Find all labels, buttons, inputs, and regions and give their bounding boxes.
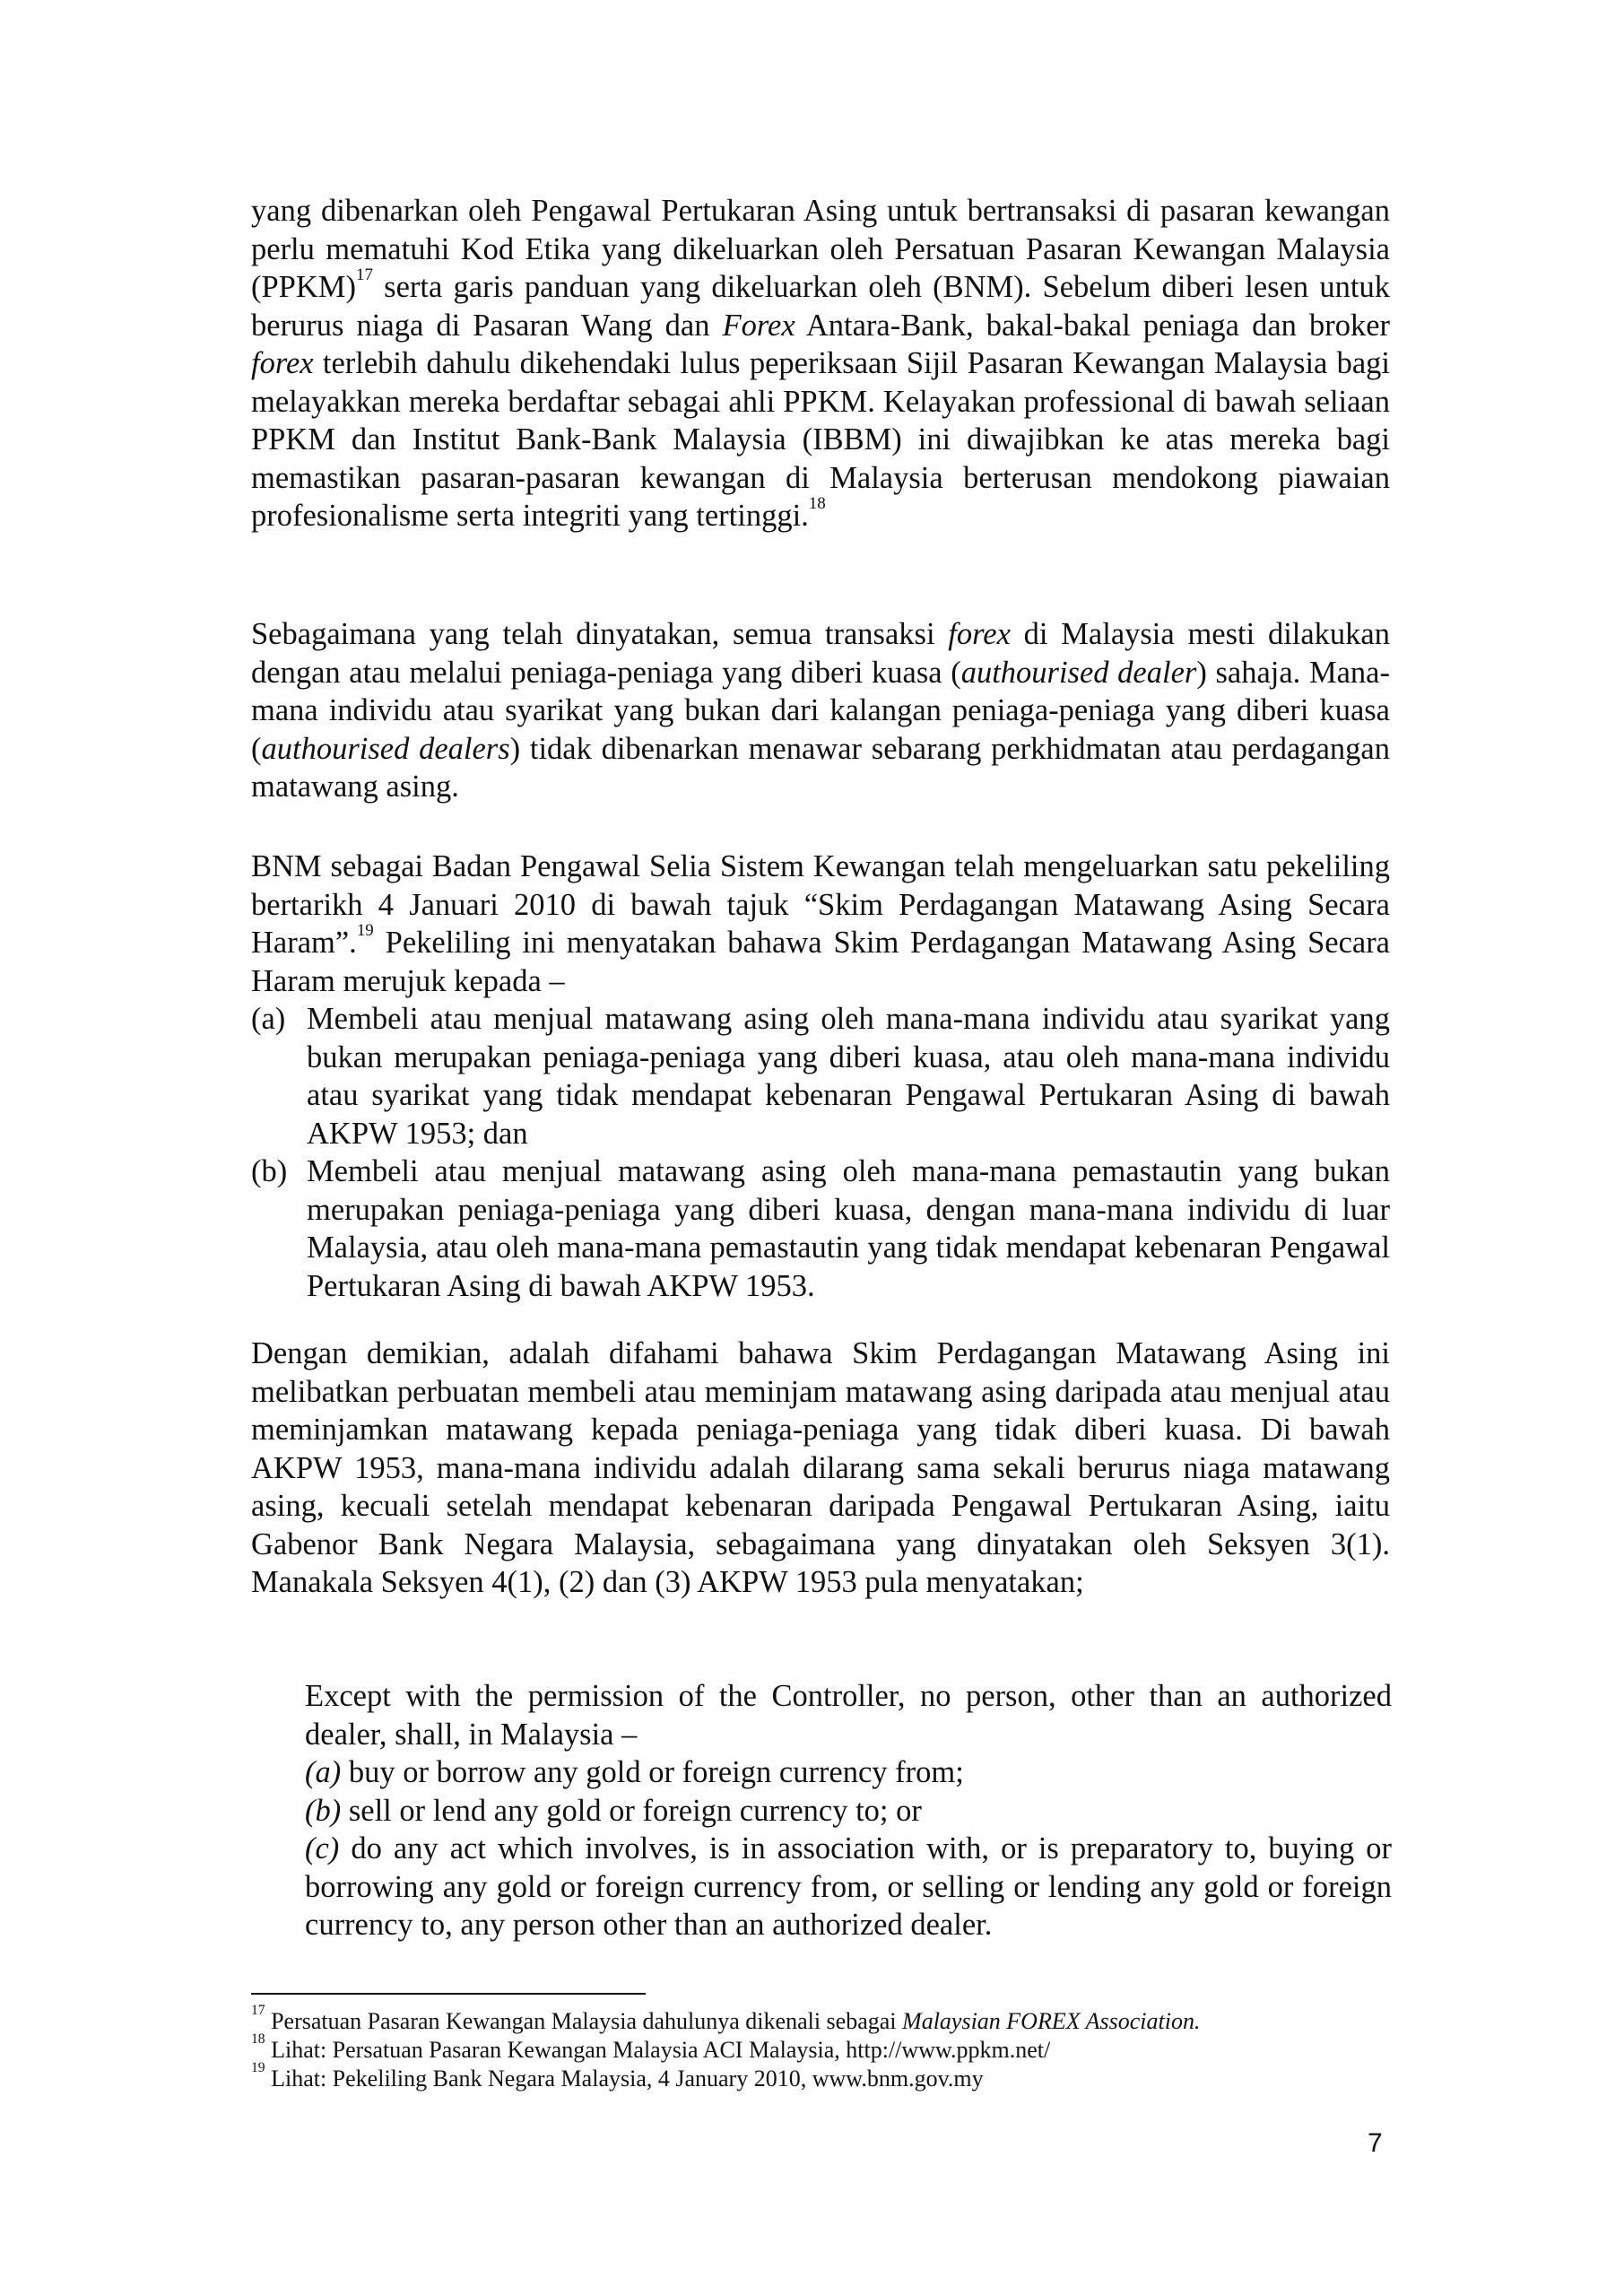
definition-list xyxy=(251,1000,1390,1305)
footnote xyxy=(251,2003,1417,2036)
list-item xyxy=(251,1000,1390,1152)
paragraph-1-italic-forex: Forex xyxy=(722,308,795,343)
footnote-separator xyxy=(251,1993,646,1995)
quote-item-label: (a) xyxy=(305,1755,342,1789)
footnote-ref-17: 17 xyxy=(355,265,373,284)
paragraph-2-text-c: ) sahaja. Mana-mana individu atau syarikat yang bukan dari kalangan peniaga-peniaga yang diberi kuasa ( xyxy=(251,655,1390,766)
paragraph-2-italic-dealers: authourised dealers xyxy=(261,731,510,766)
quote-item xyxy=(305,1792,1392,1831)
footnote-text: Persatuan Pasaran Kewangan Malaysia dahulunya dikenali sebagai xyxy=(265,2008,903,2034)
quote-item-text: buy or borrow any gold or foreign currency from; xyxy=(341,1755,964,1789)
list-item-text: Membeli atau menjual matawang asing oleh mana-mana pemastautin yang bukan merupakan peniaga-peniaga yang diberi kuasa, dengan mana-mana individu di luar Malaysia, atau oleh mana-mana pemastautin yang tidak mendapat kebenaran Pengawal Pertukaran Asing di bawah AKPW 1953. xyxy=(307,1154,1390,1303)
quote-intro: Except with the permission of the Controller, no person, other than an authorized dealer, shall, in Malaysia – xyxy=(305,1679,1392,1752)
footnotes xyxy=(251,2003,1417,2093)
list-item-text: Membeli atau menjual matawang asing oleh mana-mana individu atau syarikat yang bukan merupakan peniaga-peniaga yang diberi kuasa, atau oleh mana-mana individu atau syarikat yang tidak mendapat kebenaran Pengawal Pertukaran Asing di bawah AKPW 1953; dan xyxy=(307,1002,1390,1151)
footnote-text: Lihat: Persatuan Pasaran Kewangan Malaysia ACI Malaysia, http://www.ppkm.net/ xyxy=(265,2037,1051,2063)
quote-item-text: sell or lend any gold or foreign currency to; or xyxy=(341,1793,922,1828)
quote-item-text: do any act which involves, is in association with, or is preparatory to, buying or borrowing any gold or foreign currency from, or selling or lending any gold or foreign currency to, any person other than an authorized dealer. xyxy=(305,1831,1392,1942)
quote-item-label: (c) xyxy=(305,1831,340,1866)
quote-item-label: (b) xyxy=(305,1793,342,1828)
paragraph-4-text: Dengan demikian, adalah difahami bahawa Skim Perdagangan Matawang Asing ini melibatkan perbuatan membeli atau meminjam matawang asing daripada atau menjual atau meminjamkan matawang kepada peniaga-peniaga yang tidak diberi kuasa. Di bawah AKPW 1953, mana-mana individu adalah dilarang sama sekali berurus niaga matawang asing, kecuali setelah mendapat kebenaran daripada Pengawal Pertukaran Asing, iaitu Gabenor Bank Negara Malaysia, sebagaimana yang dinyatakan oleh Seksyen 3(1). Manakala Seksyen 4(1), (2) dan (3) AKPW 1953 pula menyatakan; xyxy=(251,1336,1390,1599)
paragraph-1-text-a: yang dibenarkan oleh Pengawal Pertukaran Asing untuk bertransaksi di pasaran kewangan perlu mematuhi Kod Etika yang dikeluarkan oleh Persatuan Pasaran Kewangan Malaysia (PPKM) xyxy=(251,194,1390,304)
footnote-ref-18: 18 xyxy=(808,493,826,513)
quote-item xyxy=(305,1830,1392,1944)
footnote-number: 17 xyxy=(251,2003,265,2019)
block-quote xyxy=(305,1677,1392,1944)
footnote-ref-19: 19 xyxy=(356,920,374,940)
paragraph-3-text-b: Pekeliling ini menyatakan bahawa Skim Perdagangan Matawang Asing Secara Haram merujuk kepada – xyxy=(251,926,1390,998)
paragraph-1-italic-forex-2: forex xyxy=(251,346,314,380)
footnote-text: Lihat: Pekeliling Bank Negara Malaysia, 4 January 2010, www.bnm.gov.my xyxy=(265,2066,984,2092)
footnote xyxy=(251,2060,1417,2093)
list-item xyxy=(251,1152,1390,1305)
list-item-label: (a) xyxy=(251,1002,286,1036)
footnote-number: 19 xyxy=(251,2060,265,2076)
paragraph-3 xyxy=(251,848,1390,1000)
footnote-number: 18 xyxy=(251,2031,265,2048)
paragraph-1 xyxy=(251,192,1390,535)
paragraph-2-text-d: ) tidak dibenarkan menawar sebarang perkhidmatan atau perdagangan matawang asing. xyxy=(251,731,1390,804)
quote-item xyxy=(305,1753,1392,1792)
page-number: 7 xyxy=(1368,2128,1383,2158)
paragraph-1-text-d: terlebih dahulu dikehendaki lulus peperiksaan Sijil Pasaran Kewangan Malaysia bagi melayakkan mereka berdaftar sebagai ahli PPKM. Kelayakan professional di bawah seliaan PPKM dan Institut Bank-Bank Malaysia (IBBM) ini diwajibkan ke atas mereka bagi memastikan pasaran-pasaran kewangan di Malaysia berterusan mendokong piawaian profesionalisme serta integriti yang tertinggi. xyxy=(251,346,1390,533)
paragraph-4 xyxy=(251,1335,1390,1602)
paragraph-3-text-a: BNM sebagai Badan Pengawal Selia Sistem Kewangan telah mengeluarkan satu pekeliling bertarikh 4 Januari 2010 di bawah tajuk “Skim Perdagangan Matawang Asing Secara Haram”. xyxy=(251,849,1390,960)
paragraph-2 xyxy=(251,615,1390,806)
paragraph-2-italic-forex: forex xyxy=(948,617,1011,651)
paragraph-1-text-b: serta garis panduan yang dikeluarkan oleh (BNM). Sebelum diberi lesen untuk berurus niaga di Pasaran Wang dan xyxy=(251,270,1390,343)
paragraph-2-text-a: Sebagaimana yang telah dinyatakan, semua transaksi xyxy=(251,617,949,651)
paragraph-1-text-c: Antara-Bank, bakal-bakal peniaga dan broker xyxy=(795,308,1391,343)
list-item-label: (b) xyxy=(251,1154,288,1188)
paragraph-2-italic-dealer: authourised dealer xyxy=(960,655,1197,690)
footnote-italic: Malaysian FOREX Association. xyxy=(902,2008,1201,2034)
paragraph-2-text-b: di Malaysia mesti dilakukan dengan atau melalui peniaga-peniaga yang diberi kuasa ( xyxy=(251,617,1390,690)
footnote xyxy=(251,2031,1417,2065)
